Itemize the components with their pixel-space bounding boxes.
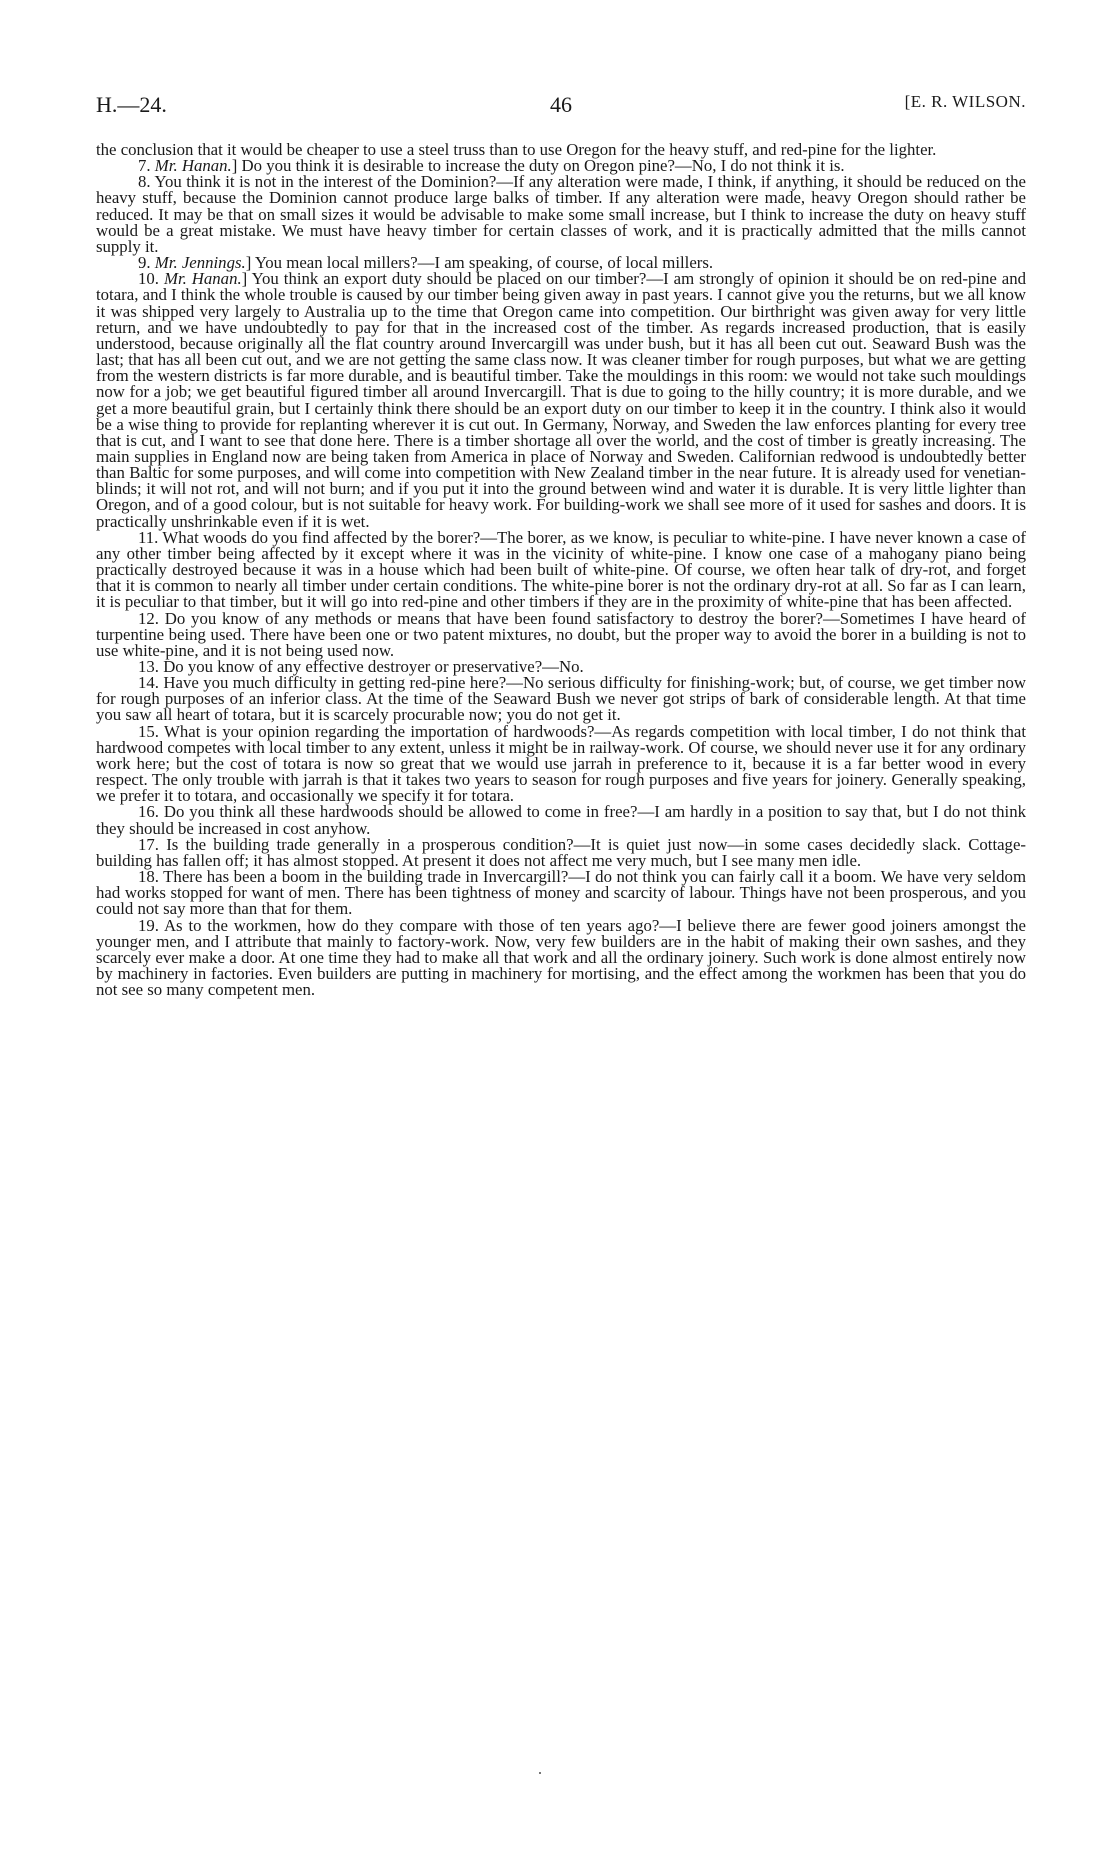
question-text: Do you know of any methods or means that have been found satisfactory to destroy the borer?—Sometimes I have heard of turpentine being used. There have been one or two patent mixtures, no doubt, but the proper way to avoid the borer in a building is not to use white-pine, and it is not being used now. [96,608,1026,660]
paragraph-question-18 [96,869,1026,917]
speaker-name: Mr. Hanan. [163,269,242,289]
question-text: Do you think all these hardwoods should be allowed to come in free?—I am hardly in a position to say that, but I do not think they should be increased in cost anyhow. [96,802,1026,838]
question-text: Have you much difficulty in getting red-pine here?—No serious difficulty for finishing-work; but, of course, we get timber now for rough purposes of an inferior class. At the time of the Seaward Bush we never got strips of bark of considerable length. At that time you saw all heart of totara, but it is scarcely procurable now; you do not get it. [96,673,1026,725]
page-header [96,92,1026,126]
document-reference: H.—24. [96,92,167,117]
question-number: 17. [138,834,159,854]
speaker-name: Mr. Jennings. [154,253,246,273]
question-number: 9. [138,253,151,273]
witness-name: [E. R. WILSON. [904,92,1026,111]
question-number: 11. [138,527,159,547]
question-text: Do you know of any effective destroyer or preservative?—No. [163,657,584,676]
question-number: 8. [138,172,151,192]
question-number: 18. [138,867,159,887]
paragraph-question-12 [96,608,1026,660]
question-number: 19. [138,915,159,935]
paragraph-question-11 [96,527,1026,612]
question-text: Is the building trade generally in a prosperous condition?—It is quiet just now—in some cases decidedly slack. Cottage-building has fallen off; it has almost stopped. At present it does not affect me very much, but I see many men idle. [96,834,1026,870]
paragraph-question-14 [96,675,1026,723]
question-number: 10. [138,269,159,289]
paragraph-question-10 [96,271,1026,530]
print-speck [539,1772,541,1774]
question-text: You think it is not in the interest of the Dominion?—If any alteration were made, I think, if anything, it should be reduced on the heavy stuff, because the Dominion cannot produce large balks of timber. If any alteration were made, heavy Oregon should rather be reduced. It may be that on small sizes it would be advisable to make some small increase, but I think to increase the duty on heavy stuff would be a great mistake. We must have heavy timber for certain classes of work, and it is practically admitted that the mills cannot supply it. [96,172,1026,256]
paragraph-continued: the conclusion that it would be cheaper to use a steel truss than to use Oregon for the heavy stuff, and red-pine for the lighter. [96,140,937,159]
question-text: What woods do you find affected by the borer?—The borer, as we know, is peculiar to white-pine. I have never known a case of any other timber being affected by it except where it was in the vicinity of white-pine. I know one case of a mahogany piano being practically destroyed because it was in a house which had been built of white-pine. Of course, we often hear talk of dry-rot, and forget that it is common to nearly all timber under certain conditions. The white-pine borer is not the ordinary dry-rot at all. So far as I can learn, it is peculiar to that timber, but it will go into red-pine and other timbers if they are in the proximity of white-pine that has been affected. [96,527,1026,612]
paragraph-question-19 [96,915,1026,1000]
question-text: As to the workmen, how do they compare with those of ten years ago?—I believe there are fewer good joiners amongst the younger men, and I attribute that mainly to factory-work. Now, very few builders are in the habit of making their own sashes, and they scarcely ever make a door. At one time they had to make all that work and all the ordinary joinery. Such work is done almost entirely now by machinery in factories. Even builders are putting in machinery for mortising, and the effect among the workmen has been that you do not see so many competent men. [96,915,1026,1000]
testimony-body [96,142,1026,998]
paragraph-question-17 [96,834,1026,870]
question-text: There has been a boom in the building trade in Invercargill?—I do not think you can fairly call it a boom. We have very seldom had works stopped for want of men. There has been tightness of money and scarcity of labour. Things have not been prosperous, and you could not say more than that for them. [96,867,1026,919]
paragraph-question-8 [96,174,1026,255]
question-text: ] You think an export duty should be placed on our timber?—I am strongly of opinion it should be on red-pine and totara, and I think the whole trouble is caused by our timber being given away in past years. I cannot give you the returns, but we all know it was shipped very largely to Australia up to the time that Oregon came into competition. Our birthright was given away for very little return, and we have undoubtedly to pay for that in the increased cost of the timber. As regards increased production, that is easily understood, because originally all the flat country around Invercargill was under bush, but it has all been cut out. Seaward Bush was the last; that has all been cut out, and we are not getting the same class now. It was cleaner timber for rough purposes, but what we are getting from the western districts is far more durable, and is beautiful timber. Take the mouldings in this room: we would not take such mouldings now for a job; we get beautiful figured timber all around Invercargill. That is due to going to the hilly country; it is more durable, and we get a more beautiful grain, but I certainly think there should be an export duty on our timber to keep it in the country. I think also it would be a wise thing to provide for replanting wherever it is cut out. In Germany, Norway, and Sweden the law enforces planting for every tree that is cut, and I want to see that done here. There is a timber shortage all over the world, and the cost of timber is greatly increasing. The main supplies in England now are being taken from America in place of Norway and Sweden. Californian redwood is undoubtedly better than Baltic for some purposes, and will come into competition with New Zealand timber in the near future. It is already used for venetian-blinds; it will not rot, and will not burn; and if you put it into the ground between wind and water it is durable. It is very little lighter than Oregon, and of a good colour, but is not suitable for heavy work. For building-work we shall see more of it used for sashes and doors. It is practically unshrinkable even if it is wet. [96,269,1027,531]
question-number: 7. [138,156,151,176]
question-number: 15. [138,721,159,741]
question-text: ] You mean local millers?—I am speaking, of course, of local millers. [245,253,714,273]
question-text: ] Do you think it is desirable to increase the duty on Oregon pine?—No, I do not think it is. [231,156,845,176]
question-number: 12. [138,608,159,628]
page-number: 46 [550,92,572,117]
speaker-name: Mr. Hanan. [154,156,232,176]
question-text: What is your opinion regarding the importation of hardwoods?—As regards competition with local timber, I do not think that hardwood competes with local timber to any extent, unless it might be in railway-work. Of course, we should never use it for any ordinary work here; but the cost of totara is now so great that we would use jarrah in preference to it, because it is a far better wood in every respect. The only trouble with jarrah is that it takes two years to season for rough purposes and five years for joinery. Generally speaking, we prefer it to totara, and occasionally we specify it for totara. [96,721,1026,806]
paragraph-question-15 [96,721,1026,806]
paragraph-question-16 [96,804,1026,836]
question-number: 13. [138,657,159,676]
question-number: 16. [138,802,159,822]
question-number: 14. [138,673,159,693]
